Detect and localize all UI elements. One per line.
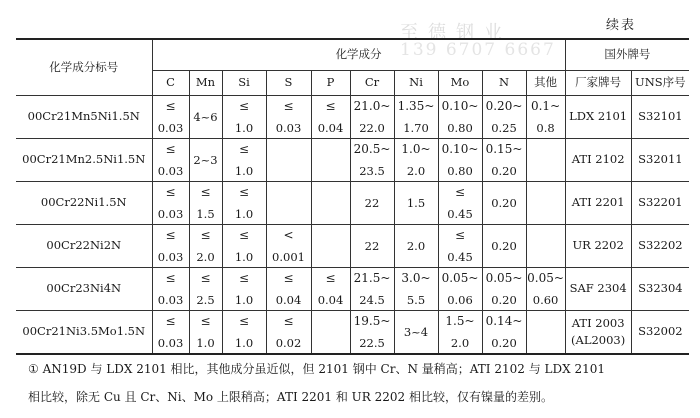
cell-value-bottom: 0.80	[447, 120, 473, 135]
cell-value: 22	[364, 196, 380, 210]
composition-cell	[266, 139, 311, 182]
cell-value: 0.20	[491, 239, 517, 253]
composition-cell	[350, 225, 394, 268]
composition-cell	[350, 268, 394, 311]
cell-value-top: ≤	[165, 228, 176, 242]
cell-value-bottom: 0.20	[491, 335, 517, 350]
composition-cell	[311, 182, 350, 225]
cell-value-bottom: 0.02	[275, 335, 302, 350]
composition-cell	[266, 311, 311, 355]
table-row	[16, 139, 689, 182]
composition-cell	[438, 311, 482, 355]
element-header: Cr	[350, 71, 394, 96]
cell-value-bottom: 0.03	[157, 120, 184, 135]
composition-cell	[222, 268, 266, 311]
composition-cell	[394, 96, 438, 139]
composition-cell	[266, 225, 311, 268]
element-header: N	[482, 71, 526, 96]
composition-cell	[189, 182, 222, 225]
composition-table	[16, 38, 689, 355]
cell-value-top: ≤	[454, 185, 466, 199]
grade-cell: 00Cr21Mn2.5Ni1.5N	[16, 139, 152, 182]
composition-cell	[152, 225, 189, 268]
cell-value-top: ≤	[325, 99, 336, 113]
cell-value-bottom: 0.03	[157, 206, 184, 221]
composition-cell	[350, 311, 394, 355]
cell-value-bottom: 0.04	[317, 292, 344, 307]
cell-value-bottom: 0.03	[157, 249, 184, 264]
composition-cell	[350, 139, 394, 182]
cell-value-bottom: 2.0	[450, 335, 470, 350]
composition-cell	[152, 96, 189, 139]
cell-value-top: ≤	[238, 314, 250, 328]
composition-cell	[526, 225, 565, 268]
uns-cell: S32011	[631, 139, 689, 182]
composition-cell	[266, 268, 311, 311]
composition-cell	[394, 311, 438, 355]
table-row	[16, 182, 689, 225]
cell-value-top: 1.35~	[397, 99, 435, 113]
cell-value-top: <	[283, 228, 294, 242]
uns-header: UNS序号	[631, 71, 689, 96]
cell-value-top: ≤	[283, 271, 294, 285]
footnote-line: 相比较，除无 Cu 且 Cr、Ni、Mo 上限稍高；ATI 2201 和 UR 2202 相比较，仅有镍量的差别。	[28, 390, 553, 404]
cell-value-bottom: 1.0	[234, 292, 254, 307]
uns-cell: S32002	[631, 311, 689, 355]
element-header: Ni	[394, 71, 438, 96]
manufacturer-cell: LDX 2101	[565, 96, 631, 139]
cell-value-top: 0.05~	[485, 271, 523, 285]
cell-value-top: 21.0~	[353, 99, 391, 113]
cell-value: 22	[364, 239, 380, 253]
cell-value-top: ≤	[165, 99, 176, 113]
composition-cell	[438, 268, 482, 311]
manufacturer-cell: SAF 2304	[565, 268, 631, 311]
cell-value-top: 0.05~	[527, 271, 564, 285]
cell-value-top: 0.1~	[530, 99, 561, 113]
cell-value-top: 3.0~	[401, 271, 431, 285]
element-header: P	[311, 71, 350, 96]
manufacturer-cell: ATI 2102	[565, 139, 631, 182]
cell-value-top: ≤	[283, 314, 294, 328]
composition-cell	[222, 96, 266, 139]
composition-cell	[482, 182, 526, 225]
grade-cell: 00Cr22Ni2N	[16, 225, 152, 268]
composition-cell	[526, 139, 565, 182]
cell-value-bottom: 5.5	[406, 292, 426, 307]
table-row	[16, 225, 689, 268]
composition-cell	[222, 225, 266, 268]
watermark-phone: 139 6707 6667	[400, 40, 556, 60]
composition-cell	[222, 182, 266, 225]
cell-value-bottom: 2.5	[196, 292, 215, 307]
cell-value-bottom: 0.03	[157, 335, 184, 350]
element-header: 其他	[526, 71, 565, 96]
cell-value-bottom: 0.04	[317, 120, 344, 135]
cell-value-top: 0.05~	[441, 271, 479, 285]
continued-label: 续表	[605, 18, 636, 33]
cell-value-bottom: 0.20	[491, 163, 517, 178]
cell-value: 3~4	[403, 325, 429, 339]
cell-value: 2.0	[406, 239, 426, 253]
manufacturer-cell: UR 2202	[565, 225, 631, 268]
cell-value-bottom: 0.60	[532, 292, 559, 307]
grade-cell: 00Cr21Ni3.5Mo1.5N	[16, 311, 152, 355]
cell-value-bottom: 1.0	[234, 120, 254, 135]
composition-cell	[189, 139, 222, 182]
composition-cell	[311, 139, 350, 182]
composition-cell	[438, 225, 482, 268]
cell-value-bottom: 0.45	[447, 249, 473, 264]
composition-cell	[189, 311, 222, 355]
element-header: S	[266, 71, 311, 96]
cell-value-bottom: 22.5	[359, 335, 385, 350]
composition-cell	[394, 268, 438, 311]
cell-value-top: 0.15~	[485, 142, 523, 156]
grade-cell: 00Cr22Ni1.5N	[16, 182, 152, 225]
grade-column-header: 化学成分标号	[16, 39, 152, 96]
composition-cell	[482, 311, 526, 355]
composition-group-header: 化学成分	[152, 39, 565, 71]
cell-value-bottom: 0.03	[275, 120, 302, 135]
cell-value-bottom: 1.5	[196, 206, 215, 221]
composition-cell	[394, 182, 438, 225]
composition-cell	[350, 96, 394, 139]
cell-value-bottom: 0.20	[491, 292, 517, 307]
grade-cell: 00Cr21Mn5Ni1.5N	[16, 96, 152, 139]
composition-cell	[311, 311, 350, 355]
cell-value: 0.20	[491, 196, 517, 210]
cell-value-top: ≤	[165, 142, 176, 156]
composition-cell	[482, 96, 526, 139]
cell-value-top: ≤	[238, 228, 250, 242]
cell-value: 1.5	[406, 196, 426, 210]
composition-cell	[152, 311, 189, 355]
composition-cell	[526, 268, 565, 311]
composition-cell	[222, 311, 266, 355]
table-row	[16, 96, 689, 139]
composition-cell	[266, 182, 311, 225]
cell-value-top: 0.20~	[485, 99, 523, 113]
table-row	[16, 268, 689, 311]
composition-cell	[152, 139, 189, 182]
cell-value-bottom: 1.0	[234, 335, 254, 350]
cell-value-top: ≤	[165, 314, 176, 328]
cell-value-top: ≤	[454, 228, 466, 242]
uns-cell: S32101	[631, 96, 689, 139]
cell-value-bottom: 0.03	[157, 292, 184, 307]
cell-value-top: 21.5~	[353, 271, 391, 285]
cell-value-top: 1.0~	[401, 142, 431, 156]
footnote-line: ① AN19D 与 LDX 2101 相比，其他成分虽近似，但 2101 钢中 Cr、N 量稍高；ATI 2102 与 LDX 2101	[28, 362, 605, 376]
composition-cell	[222, 139, 266, 182]
cell-value-bottom: 0.8	[536, 120, 555, 135]
cell-value-top: 0.10~	[441, 142, 479, 156]
cell-value-top: ≤	[200, 185, 211, 199]
uns-cell: S32201	[631, 182, 689, 225]
cell-value-bottom: 22.0	[359, 120, 385, 135]
table-row	[16, 311, 689, 355]
cell-value-bottom: 1.70	[403, 120, 429, 135]
cell-value-top: ≤	[165, 185, 176, 199]
composition-cell	[311, 225, 350, 268]
cell-value-bottom: 2.0	[196, 249, 215, 264]
cell-value-top: 0.10~	[441, 99, 479, 113]
cell-value-top: ≤	[238, 271, 250, 285]
element-header: Mo	[438, 71, 482, 96]
composition-cell	[311, 96, 350, 139]
composition-cell	[394, 225, 438, 268]
composition-cell	[311, 268, 350, 311]
composition-cell	[482, 225, 526, 268]
cell-value-top: ≤	[238, 99, 250, 113]
manufacturer-cell: ATI 2201	[565, 182, 631, 225]
cell-value-top: 19.5~	[353, 314, 391, 328]
cell-value-top: 0.14~	[485, 314, 523, 328]
cell-value-bottom: 24.5	[359, 292, 385, 307]
composition-cell	[189, 96, 222, 139]
composition-cell	[189, 225, 222, 268]
cell-value-bottom: 0.001	[272, 249, 305, 264]
cell-value-bottom: 0.04	[275, 292, 302, 307]
composition-cell	[438, 96, 482, 139]
cell-value-bottom: 2.0	[406, 163, 426, 178]
uns-cell: S32304	[631, 268, 689, 311]
composition-cell	[526, 182, 565, 225]
cell-value-top: ≤	[238, 185, 250, 199]
composition-cell	[152, 268, 189, 311]
composition-cell	[189, 268, 222, 311]
cell-value-bottom: 1.0	[234, 163, 254, 178]
cell-value-top: ≤	[165, 271, 176, 285]
cell-value-top: 1.5~	[445, 314, 475, 328]
foreign-group-header: 国外牌号	[565, 39, 689, 71]
cell-value-top: ≤	[200, 228, 211, 242]
element-header: Mn	[189, 71, 222, 96]
composition-cell	[526, 96, 565, 139]
cell-value: 2~3	[193, 153, 218, 167]
uns-cell: S32202	[631, 225, 689, 268]
element-header: C	[152, 71, 189, 96]
composition-cell	[526, 311, 565, 355]
composition-cell	[482, 139, 526, 182]
grade-cell: 00Cr23Ni4N	[16, 268, 152, 311]
composition-cell	[394, 139, 438, 182]
cell-value-bottom: 1.0	[234, 206, 254, 221]
cell-value: 4~6	[193, 110, 218, 124]
element-header: Si	[222, 71, 266, 96]
manufacturer-cell: ATI 2003 (AL2003)	[565, 311, 631, 355]
cell-value-bottom: 0.03	[157, 163, 184, 178]
composition-cell	[438, 182, 482, 225]
watermark-name: 至德钢业	[400, 22, 512, 43]
composition-cell	[152, 182, 189, 225]
cell-value-top: ≤	[238, 142, 250, 156]
cell-value-top: ≤	[325, 271, 336, 285]
footnote	[28, 355, 688, 411]
cell-value-bottom: 0.80	[447, 163, 473, 178]
composition-cell	[482, 268, 526, 311]
cell-value-top: ≤	[283, 99, 294, 113]
cell-value-bottom: 1.0	[196, 335, 215, 350]
composition-cell	[266, 96, 311, 139]
cell-value-top: ≤	[200, 314, 211, 328]
composition-cell	[438, 139, 482, 182]
cell-value-bottom: 1.0	[234, 249, 254, 264]
manufacturer-header: 厂家牌号	[565, 71, 631, 96]
cell-value-top: ≤	[200, 271, 211, 285]
cell-value-bottom: 23.5	[359, 163, 385, 178]
cell-value-top: 20.5~	[353, 142, 391, 156]
cell-value-bottom: 0.45	[447, 206, 473, 221]
cell-value-bottom: 0.06	[447, 292, 473, 307]
composition-cell	[350, 182, 394, 225]
cell-value-bottom: 0.25	[491, 120, 517, 135]
